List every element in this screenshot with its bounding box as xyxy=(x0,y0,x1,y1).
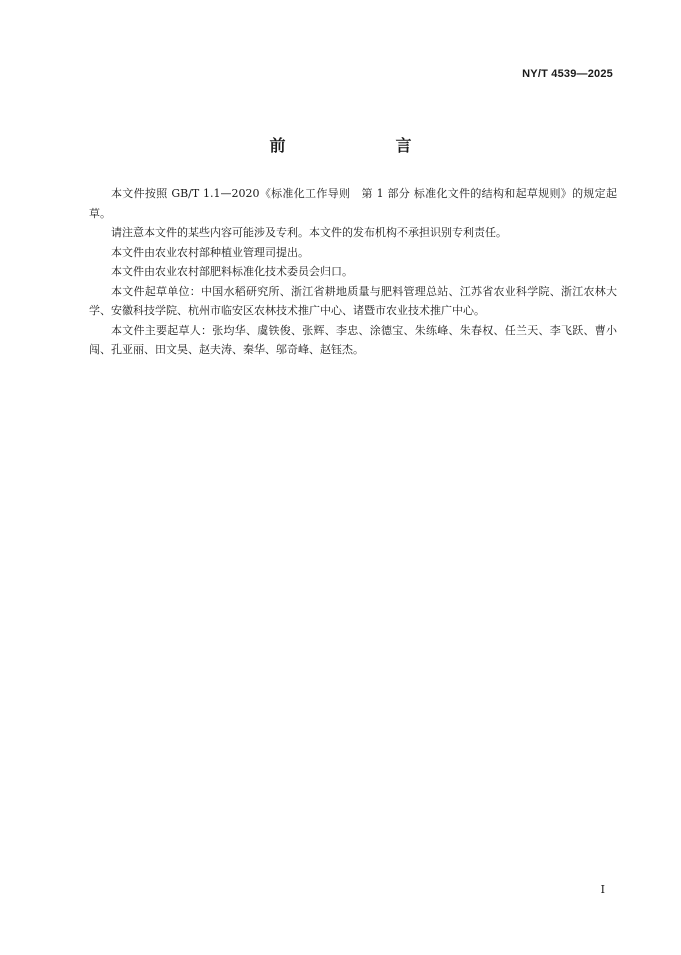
paragraph-drafters: 本文件主要起草人：张均华、虞铁俊、张辉、李忠、涂德宝、朱练峰、朱春权、任兰天、李飞跃、曹小闯、孔亚丽、田文昊、赵夫涛、秦华、邬奇峰、赵钰杰。 xyxy=(89,323,617,356)
paragraph-centralized-unit: 本文件由农业农村部肥料标准化技术委员会归口。 xyxy=(111,265,353,278)
standard-code: NY/T 4539—2025 xyxy=(522,68,613,80)
paragraph-drafting-units: 本文件起草单位：中国水稻研究所、浙江省耕地质量与肥料管理总站、江苏省农业科学院、浙江农林大学、安徽科技学院、杭州市临安区农林技术推广中心、诸暨市农业技术推广中心。 xyxy=(89,284,617,317)
page-number: I xyxy=(600,883,605,896)
preface-body xyxy=(89,184,617,360)
section-title: 前 言 xyxy=(269,136,438,155)
paragraph-patent-notice: 请注意本文件的某些内容可能涉及专利。本文件的发布机构不承担识别专利责任。 xyxy=(111,226,507,239)
paragraph-proposer: 本文件由农业农村部种植业管理司提出。 xyxy=(111,245,309,259)
paragraph-drafting-rules: 本文件按照 GB/T 1.1—2020《标准化工作导则 第 1 部分 标准化文件的结构和起草规则》的规定起草。 xyxy=(89,187,617,220)
